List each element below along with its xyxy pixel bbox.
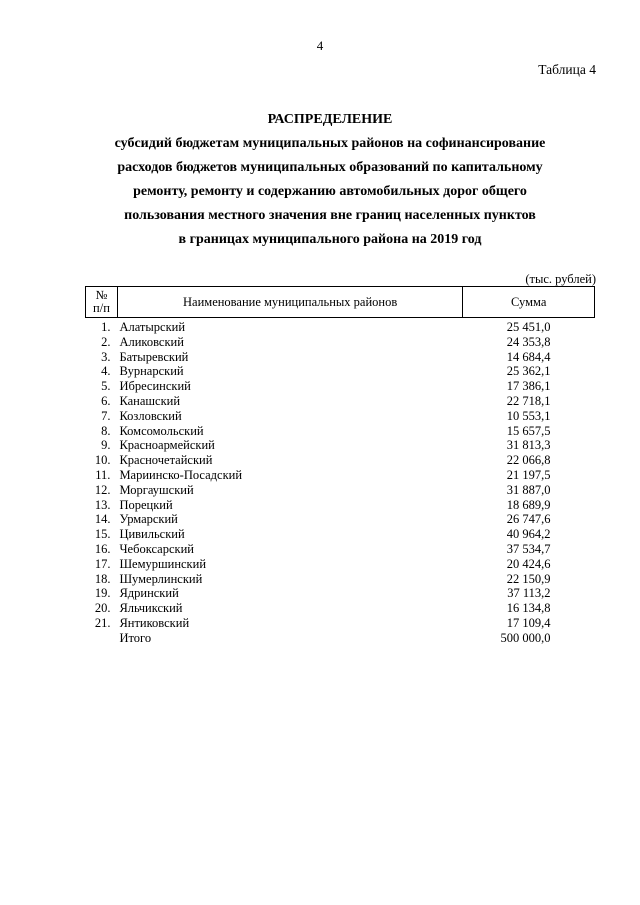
row-number: 21. [94,615,111,630]
subsidy-amount: 22 718,1 [506,393,551,408]
subsidy-table [85,286,595,646]
district-name: Комсомольский [119,423,204,438]
total-amount: 500 000,0 [500,630,551,645]
district-name: Шемуршинский [119,556,207,571]
row-number: 20. [94,601,111,616]
subsidy-amount: 17 386,1 [506,379,551,394]
table-body [86,318,595,646]
row-number: 5. [101,379,111,394]
subsidy-amount: 37 113,2 [507,586,551,601]
table-row [86,557,595,572]
table-row [86,527,595,542]
subsidy-amount: 40 964,2 [506,527,551,542]
subsidy-amount: 22 066,8 [506,453,551,468]
district-name: Шумерлинский [119,571,203,586]
district-name: Урмарский [119,512,178,527]
subsidy-amount: 14 684,4 [506,349,551,364]
table-row [86,453,595,468]
subsidy-amount: 20 424,6 [506,556,551,571]
row-number: 13. [94,497,111,512]
table-label: Таблица 4 [538,62,596,77]
district-name: Яльчикский [119,601,183,616]
district-name: Ибресинский [119,379,191,394]
row-number: 4. [101,364,111,379]
row-number: 1. [101,320,111,334]
table-row [86,542,595,557]
subsidy-amount: 15 657,5 [506,423,551,438]
row-number: 10. [94,453,111,468]
row-number: 3. [101,349,111,364]
row-number: 6. [101,393,111,408]
units-note: (тыс. рублей) [525,272,596,286]
row-number: 9. [101,438,111,453]
subsidy-amount: 26 747,6 [506,512,551,527]
row-number: 11. [95,467,111,482]
table-row [86,394,595,409]
table-row [86,586,595,601]
table-row [86,335,595,350]
row-number: 14. [94,512,111,527]
subsidy-amount: 10 553,1 [506,408,551,423]
row-number: 8. [101,423,111,438]
table-row [86,498,595,513]
table-row [86,601,595,616]
subsidy-amount: 24 353,8 [506,334,551,349]
table-header-row [86,287,595,318]
subsidy-amount: 31 887,0 [506,482,551,497]
district-name: Янтиковский [119,615,190,630]
row-number: 15. [94,527,111,542]
row-number: 2. [101,334,111,349]
district-name: Мариинско-Посадский [119,467,243,482]
subsidy-amount: 37 534,7 [506,541,551,556]
row-number: 19. [94,586,111,601]
table-row [86,364,595,379]
total-row [86,631,595,646]
subsidy-amount: 18 689,9 [506,497,551,512]
district-name: Козловский [119,408,182,423]
table-row [86,512,595,527]
subsidy-amount: 22 150,9 [506,571,551,586]
table-row [86,350,595,365]
district-name: Порецкий [119,497,173,512]
subsidy-amount: 21 197,5 [506,467,551,482]
district-name: Батыревский [119,349,189,364]
row-number: 12. [94,482,111,497]
table-row [86,424,595,439]
subsidy-amount: 25 362,1 [506,364,551,379]
row-number: 18. [94,571,111,586]
district-name: Красночетайский [119,453,213,468]
row-number: 17. [94,556,111,571]
column-header-sum: Сумма [463,287,595,318]
district-name: Моргаушский [119,482,194,497]
district-name: Красноармейский [119,438,215,453]
table-row [86,438,595,453]
column-header-num: № п/п [86,287,118,318]
district-name: Канашский [119,393,181,408]
table-row [86,616,595,631]
subsidy-amount: 16 134,8 [506,601,551,616]
district-name: Вурнарский [119,364,184,379]
document-title: РАСПРЕДЕЛЕНИЕ [267,112,393,127]
district-name: Алатырский [119,320,186,334]
district-name: Аликовский [119,334,184,349]
column-header-name: Наименование муниципальных районов [117,287,462,318]
district-name: Чебоксарский [119,541,194,556]
document-heading [60,108,600,252]
district-name: Цивильский [119,527,185,542]
district-name: Ядринский [119,586,179,601]
table-row [86,409,595,424]
subsidy-amount: 31 813,3 [506,438,551,453]
subsidy-amount: 25 451,0 [506,320,551,334]
row-number: 16. [94,541,111,556]
table-row [86,483,595,498]
table-row [86,318,595,335]
table-row [86,379,595,394]
page-number: 4 [316,38,324,53]
table-row [86,572,595,587]
document-subtitle: субсидий бюджетам муниципальных районов на софинансирование расходов бюджетов муниципальных образований по капитальному ремонту, ремонту и содержанию автомобильных дорог общего пользования местного значения вне границ населенных пунктов в границах муниципального района на 2019 год [114,136,546,247]
total-number-cell [86,631,118,646]
subsidy-amount: 17 109,4 [506,615,551,630]
row-number: 7. [101,408,111,423]
table-row [86,468,595,483]
total-label: Итого [119,630,152,645]
